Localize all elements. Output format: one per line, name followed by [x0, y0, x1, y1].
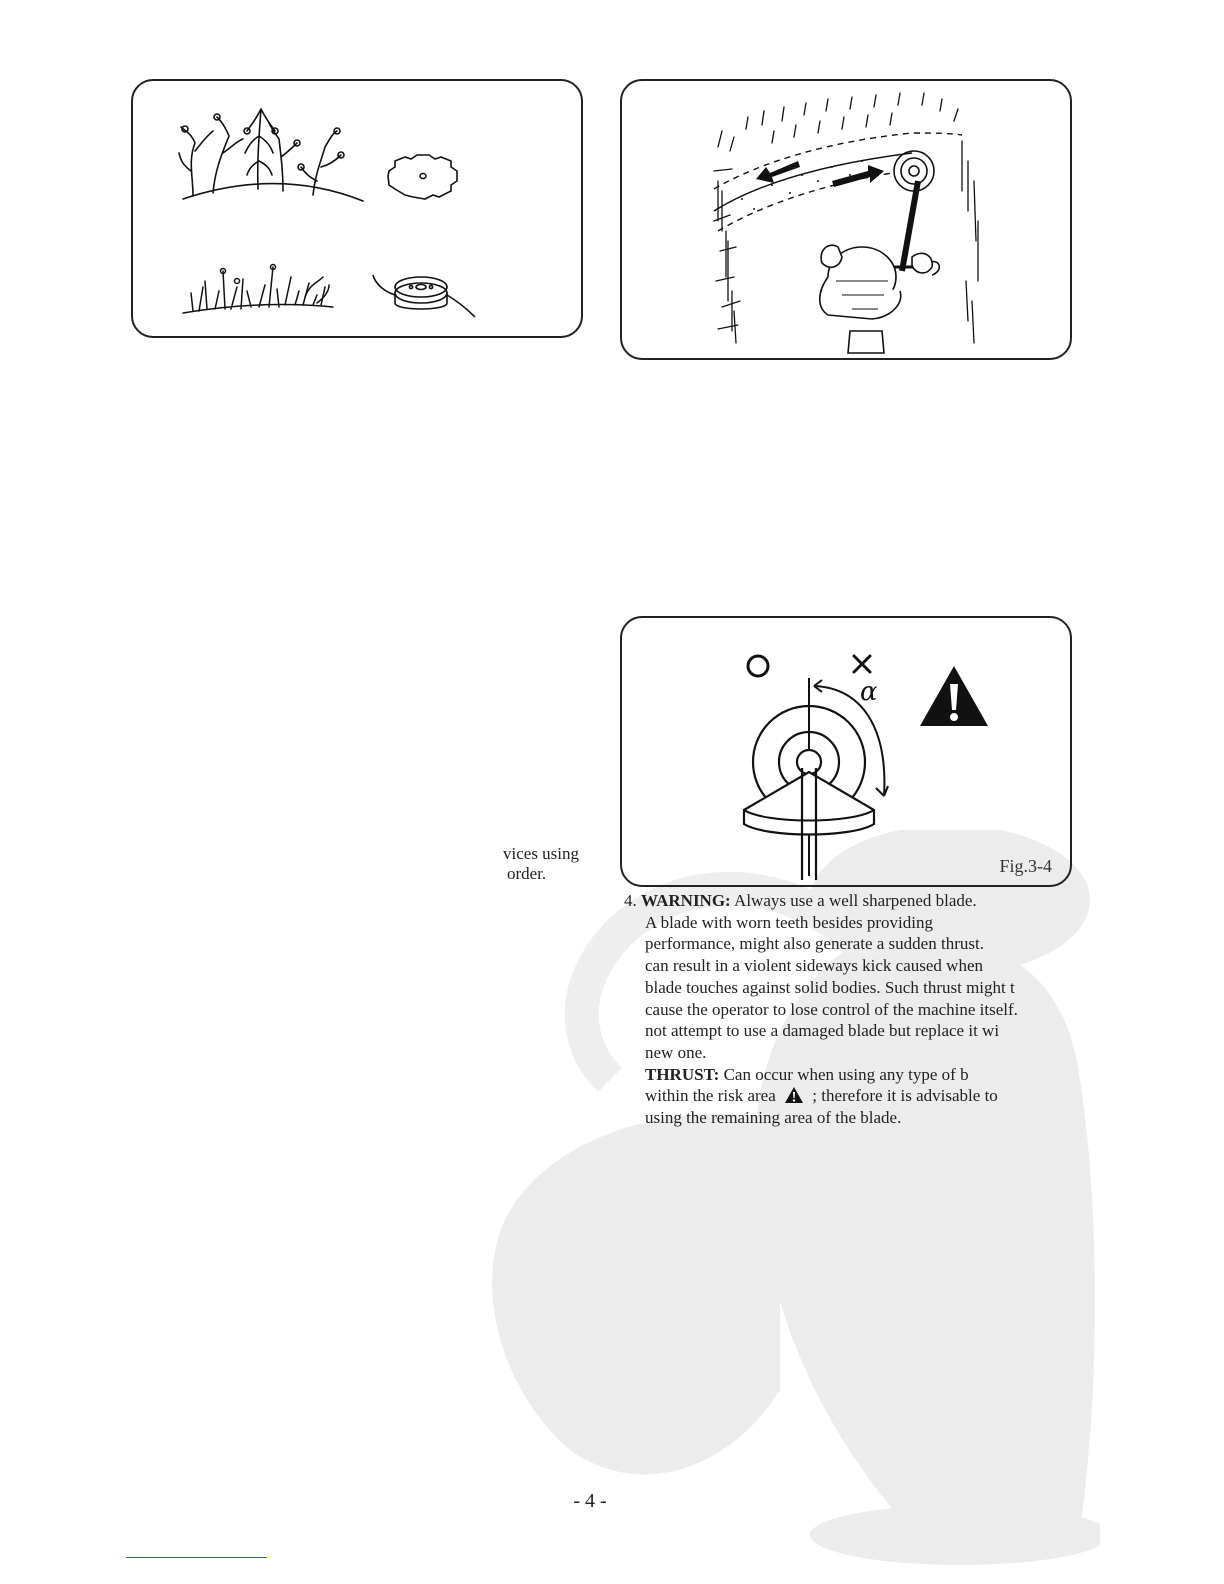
risk-area-figure — [620, 616, 1072, 887]
thrust-line-2 — [624, 1085, 1052, 1107]
cutting-tools-figure — [131, 79, 583, 338]
warning-line: not attempt to use a damaged blade but replace it wi — [645, 1021, 1000, 1041]
alpha-symbol: α — [860, 677, 878, 707]
warning-number: 4. — [624, 891, 637, 910]
incorrect-mark-icon — [854, 656, 870, 672]
warning-triangle-icon — [784, 1086, 804, 1104]
warning-line: performance, might also generate a sudden thrust. — [645, 934, 984, 954]
left-column-fragment-2: order. — [507, 864, 547, 883]
page-number: - 4 - — [573, 1490, 607, 1512]
vegetation-illustration — [133, 81, 581, 336]
warning-line: blade touches against solid bodies. Such thrust might t — [645, 977, 1015, 997]
thrust-text: ; therefore it is advisable to — [812, 1086, 998, 1106]
thrust-line-3: using the remaining area of the blade. — [645, 1108, 902, 1128]
footer-link-underline[interactable] — [126, 1557, 267, 1558]
operating-technique-figure — [620, 79, 1072, 360]
warning-line: new one. — [645, 1042, 707, 1062]
thrust-line-1 — [624, 1064, 1052, 1086]
figure-label: Fig.3-4 — [999, 856, 1052, 876]
warning-line: can result in a violent sideways kick caused when — [645, 956, 984, 976]
warning-heading-text: Always use a well sharpened blade. — [734, 891, 977, 910]
warning-line: A blade with worn teeth besides providing — [645, 912, 934, 932]
warning-line: cause the operator to lose control of the machine itself. — [645, 999, 1018, 1019]
thrust-text: Can occur when using any type of b — [723, 1064, 969, 1084]
warning-heading: WARNING: — [641, 891, 731, 910]
warning-heading-line — [624, 890, 1052, 912]
warning-section — [624, 890, 1052, 1129]
left-column-fragment-1: vices using — [503, 844, 580, 863]
blade-risk-diagram — [622, 618, 1070, 885]
correct-mark-icon — [748, 656, 768, 676]
warning-triangle-icon — [920, 666, 988, 726]
thrust-heading: THRUST: — [645, 1064, 720, 1084]
thrust-text: within the risk area — [645, 1086, 776, 1106]
operator-illustration — [622, 81, 1070, 358]
